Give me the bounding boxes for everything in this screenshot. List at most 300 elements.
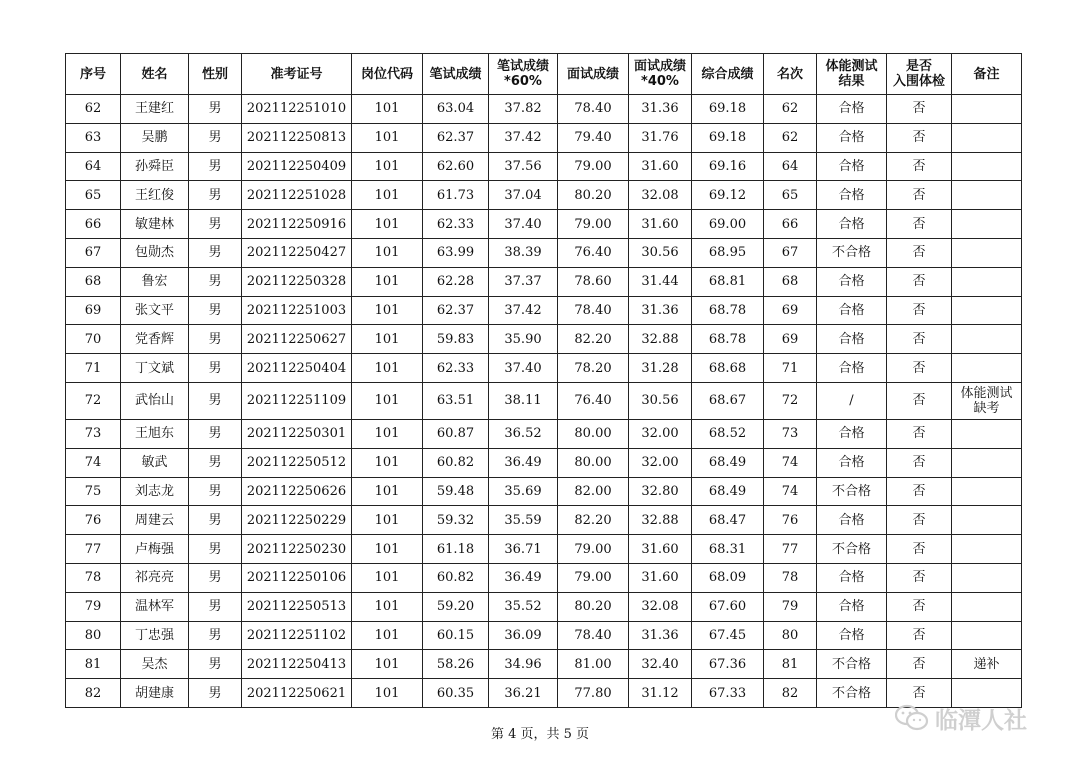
table-cell: 合格 (817, 267, 887, 296)
column-header: 序号 (66, 54, 121, 95)
column-header: 综合成绩 (692, 54, 764, 95)
header-row (66, 54, 1022, 95)
table-row (66, 535, 1022, 564)
table-cell: 71 (764, 354, 817, 383)
table-cell: 男 (189, 152, 242, 181)
table-cell: 68.81 (692, 267, 764, 296)
table-cell: 74 (66, 448, 121, 477)
table-cell: 80 (764, 621, 817, 650)
table-cell: 62.60 (423, 152, 489, 181)
page-footer: 第 4 页，共 5 页 (490, 727, 590, 742)
table-cell: 37.42 (489, 296, 558, 325)
table-cell: 202112251003 (242, 296, 352, 325)
table-cell: 202112251102 (242, 621, 352, 650)
table-cell: 合格 (817, 181, 887, 210)
table-cell: 59.48 (423, 477, 489, 506)
table-cell: 鲁宏 (121, 267, 189, 296)
table-cell: 男 (189, 448, 242, 477)
table-cell (952, 296, 1022, 325)
table-cell: 76 (764, 506, 817, 535)
watermark (895, 698, 1055, 738)
table-cell: 68.49 (692, 477, 764, 506)
table-cell: 202112250404 (242, 354, 352, 383)
table-cell: 否 (887, 592, 952, 621)
column-header: 岗位代码 (352, 54, 423, 95)
table-cell: 男 (189, 563, 242, 592)
table-cell: 77 (66, 535, 121, 564)
table-cell: 否 (887, 325, 952, 354)
column-header: 性别 (189, 54, 242, 95)
table-cell: 73 (66, 419, 121, 448)
watermark-text: 临潭人社 (935, 707, 1027, 734)
table-cell: 男 (189, 354, 242, 383)
table-cell: 36.52 (489, 419, 558, 448)
table-cell: 62.33 (423, 354, 489, 383)
table-cell: 张文平 (121, 296, 189, 325)
table-cell: 男 (189, 181, 242, 210)
table-cell: 31.60 (629, 535, 692, 564)
table-cell: 卢梅强 (121, 535, 189, 564)
table-cell: 否 (887, 650, 952, 679)
table-cell: 31.12 (629, 679, 692, 708)
table-cell (952, 563, 1022, 592)
table-cell: 68.67 (692, 382, 764, 419)
table-cell: 敏武 (121, 448, 189, 477)
table-cell: 否 (887, 95, 952, 124)
table-cell: 202112250328 (242, 267, 352, 296)
table-cell: 合格 (817, 95, 887, 124)
table-cell: 合格 (817, 354, 887, 383)
table-cell: 69.00 (692, 210, 764, 239)
table-cell: 202112250409 (242, 152, 352, 181)
table-cell: 31.44 (629, 267, 692, 296)
table-row (66, 592, 1022, 621)
table-cell: 31.36 (629, 95, 692, 124)
table-cell: 58.26 (423, 650, 489, 679)
table-cell: 101 (352, 535, 423, 564)
table-cell: 合格 (817, 448, 887, 477)
column-header: 面试成绩 (558, 54, 629, 95)
table-cell: 否 (887, 354, 952, 383)
table-cell: 78.60 (558, 267, 629, 296)
table-cell: 否 (887, 267, 952, 296)
table-cell: 否 (887, 679, 952, 708)
table-cell (952, 477, 1022, 506)
table-cell: 丁忠强 (121, 621, 189, 650)
table-cell: 62.28 (423, 267, 489, 296)
table-cell: 76.40 (558, 238, 629, 267)
table-cell: 男 (189, 592, 242, 621)
table-cell: 男 (189, 621, 242, 650)
table-cell: 82 (66, 679, 121, 708)
table-cell: 36.09 (489, 621, 558, 650)
table-cell (952, 238, 1022, 267)
table-cell: 否 (887, 238, 952, 267)
table-row (66, 267, 1022, 296)
table-cell: 男 (189, 535, 242, 564)
table-cell: 36.49 (489, 448, 558, 477)
table-cell: 60.35 (423, 679, 489, 708)
table-cell: 80.20 (558, 181, 629, 210)
table-cell: 否 (887, 621, 952, 650)
table-cell: 202112251028 (242, 181, 352, 210)
table-cell: 32.88 (629, 506, 692, 535)
column-header: 是否 入围体检 (887, 54, 952, 95)
table-cell: 递补 (952, 650, 1022, 679)
table-cell: 101 (352, 592, 423, 621)
table-cell: 78 (764, 563, 817, 592)
table-cell: 34.96 (489, 650, 558, 679)
table-cell: 101 (352, 123, 423, 152)
table-cell: 36.49 (489, 563, 558, 592)
table-cell: 79.40 (558, 123, 629, 152)
table-cell (952, 448, 1022, 477)
table-cell: 79 (66, 592, 121, 621)
table-cell: 61.18 (423, 535, 489, 564)
table-cell: 101 (352, 382, 423, 419)
table-row (66, 296, 1022, 325)
table-cell: 69.12 (692, 181, 764, 210)
table-cell: 65 (66, 181, 121, 210)
table-cell: 合格 (817, 563, 887, 592)
table-cell: 刘志龙 (121, 477, 189, 506)
table-cell: 男 (189, 296, 242, 325)
table-cell: 合格 (817, 210, 887, 239)
table-cell (952, 354, 1022, 383)
table-cell: 76.40 (558, 382, 629, 419)
table-cell: 101 (352, 506, 423, 535)
table-cell: 101 (352, 296, 423, 325)
table-cell: 男 (189, 267, 242, 296)
table-cell: 否 (887, 382, 952, 419)
table-cell: 男 (189, 123, 242, 152)
table-cell: 101 (352, 448, 423, 477)
table-cell (952, 181, 1022, 210)
table-cell: 69 (764, 296, 817, 325)
table-cell: 67.45 (692, 621, 764, 650)
table-cell: 男 (189, 382, 242, 419)
table-cell: 不合格 (817, 679, 887, 708)
table-cell: 61.73 (423, 181, 489, 210)
table-cell (952, 325, 1022, 354)
table-cell (952, 152, 1022, 181)
table-cell: 66 (66, 210, 121, 239)
table-cell: 包勋杰 (121, 238, 189, 267)
table-cell: 82.20 (558, 506, 629, 535)
table-cell: 65 (764, 181, 817, 210)
table-cell: 35.52 (489, 592, 558, 621)
table-cell: 王建红 (121, 95, 189, 124)
table-cell: 68 (764, 267, 817, 296)
table-cell: 男 (189, 477, 242, 506)
table-cell: 周建云 (121, 506, 189, 535)
table-cell: 体能测试 缺考 (952, 382, 1022, 419)
table-cell: 62.33 (423, 210, 489, 239)
table-cell: 否 (887, 477, 952, 506)
table-cell: 68.49 (692, 448, 764, 477)
table-cell: 36.71 (489, 535, 558, 564)
table-cell: 67.36 (692, 650, 764, 679)
table-cell: 否 (887, 506, 952, 535)
table-cell: 不合格 (817, 238, 887, 267)
table-cell: 72 (66, 382, 121, 419)
table-cell: 合格 (817, 419, 887, 448)
table-cell: 37.40 (489, 210, 558, 239)
table-cell: 101 (352, 679, 423, 708)
table-cell: 63.51 (423, 382, 489, 419)
table-row (66, 354, 1022, 383)
table-cell (952, 267, 1022, 296)
table-cell: 101 (352, 181, 423, 210)
table-cell: 101 (352, 354, 423, 383)
table-cell: 32.00 (629, 419, 692, 448)
table-row (66, 238, 1022, 267)
table-cell: 74 (764, 477, 817, 506)
table-cell: 敏建林 (121, 210, 189, 239)
table-cell: 合格 (817, 621, 887, 650)
table-cell: 202112250621 (242, 679, 352, 708)
table-cell: 武怡山 (121, 382, 189, 419)
table-cell: 80.20 (558, 592, 629, 621)
table-cell: 59.32 (423, 506, 489, 535)
table-cell (952, 95, 1022, 124)
table-cell: 202112250230 (242, 535, 352, 564)
table-cell: 30.56 (629, 382, 692, 419)
table-cell: 62 (66, 95, 121, 124)
table-cell: 78.20 (558, 354, 629, 383)
table-cell: 68.78 (692, 296, 764, 325)
table-cell (952, 210, 1022, 239)
table-cell: 202112250513 (242, 592, 352, 621)
table-cell: 79.00 (558, 152, 629, 181)
table-cell: 101 (352, 325, 423, 354)
table-cell: 60.82 (423, 563, 489, 592)
table-cell: 69 (764, 325, 817, 354)
table-cell: 67 (764, 238, 817, 267)
table-cell: 否 (887, 563, 952, 592)
table-cell: 37.56 (489, 152, 558, 181)
table-cell: 合格 (817, 325, 887, 354)
table-cell: 否 (887, 296, 952, 325)
table-cell: 101 (352, 95, 423, 124)
table-cell: 丁文斌 (121, 354, 189, 383)
table-cell: / (817, 382, 887, 419)
table-cell: 62.37 (423, 296, 489, 325)
table-cell: 31.60 (629, 563, 692, 592)
table-cell: 63.99 (423, 238, 489, 267)
table-cell: 38.39 (489, 238, 558, 267)
table-cell: 男 (189, 679, 242, 708)
table-cell: 64 (66, 152, 121, 181)
table-cell: 合格 (817, 296, 887, 325)
table-cell: 202112250427 (242, 238, 352, 267)
wechat-icon (895, 704, 929, 732)
table-cell: 69.18 (692, 123, 764, 152)
table-cell: 82.00 (558, 477, 629, 506)
table-cell: 202112250627 (242, 325, 352, 354)
table-cell: 不合格 (817, 650, 887, 679)
table-cell: 76 (66, 506, 121, 535)
table-cell: 69 (66, 296, 121, 325)
table-cell: 78.40 (558, 621, 629, 650)
table-cell: 否 (887, 123, 952, 152)
table-cell: 31.60 (629, 210, 692, 239)
table-cell: 82.20 (558, 325, 629, 354)
table-cell: 62.37 (423, 123, 489, 152)
table-cell: 37.82 (489, 95, 558, 124)
table-cell (952, 419, 1022, 448)
table-cell: 32.08 (629, 181, 692, 210)
table-cell: 68.68 (692, 354, 764, 383)
table-cell: 37.40 (489, 354, 558, 383)
table-cell: 32.40 (629, 650, 692, 679)
table-cell: 60.87 (423, 419, 489, 448)
table-row (66, 621, 1022, 650)
table-cell: 36.21 (489, 679, 558, 708)
table-cell: 否 (887, 535, 952, 564)
table-cell: 男 (189, 325, 242, 354)
table-row (66, 382, 1022, 419)
table-cell: 吴杰 (121, 650, 189, 679)
table-cell: 37.42 (489, 123, 558, 152)
table-cell: 32.88 (629, 325, 692, 354)
table-cell: 32.08 (629, 592, 692, 621)
table-cell: 64 (764, 152, 817, 181)
table-cell: 202112250916 (242, 210, 352, 239)
table-cell: 王旭东 (121, 419, 189, 448)
table-cell: 78.40 (558, 296, 629, 325)
table-cell: 31.36 (629, 296, 692, 325)
table-cell: 78 (66, 563, 121, 592)
column-header: 名次 (764, 54, 817, 95)
table-cell: 101 (352, 210, 423, 239)
table-cell: 王红俊 (121, 181, 189, 210)
table-cell: 温林军 (121, 592, 189, 621)
table-cell: 68.47 (692, 506, 764, 535)
table-cell: 80.00 (558, 419, 629, 448)
table-cell: 35.59 (489, 506, 558, 535)
table-cell: 吴鹏 (121, 123, 189, 152)
table-cell: 81 (66, 650, 121, 679)
table-cell: 不合格 (817, 477, 887, 506)
table-cell: 79.00 (558, 210, 629, 239)
table-cell: 101 (352, 477, 423, 506)
table-cell: 35.69 (489, 477, 558, 506)
table-cell: 62 (764, 123, 817, 152)
table-row (66, 679, 1022, 708)
table-cell: 59.83 (423, 325, 489, 354)
table-row (66, 506, 1022, 535)
column-header: 笔试成绩 *60% (489, 54, 558, 95)
table-row (66, 152, 1022, 181)
table-cell: 30.56 (629, 238, 692, 267)
table-cell: 合格 (817, 123, 887, 152)
table-cell: 祁亮亮 (121, 563, 189, 592)
table-cell: 68.95 (692, 238, 764, 267)
column-header: 备注 (952, 54, 1022, 95)
table-cell (952, 592, 1022, 621)
table-cell: 74 (764, 448, 817, 477)
table-cell: 202112251010 (242, 95, 352, 124)
table-cell: 31.76 (629, 123, 692, 152)
table-cell: 80.00 (558, 448, 629, 477)
table-cell: 81 (764, 650, 817, 679)
table-cell: 62 (764, 95, 817, 124)
table-cell: 101 (352, 621, 423, 650)
table-cell: 60.15 (423, 621, 489, 650)
table-cell: 32.80 (629, 477, 692, 506)
table-cell: 否 (887, 448, 952, 477)
table-cell: 合格 (817, 592, 887, 621)
table-cell: 68 (66, 267, 121, 296)
table-cell: 66 (764, 210, 817, 239)
table-cell: 63 (66, 123, 121, 152)
table-cell: 202112250413 (242, 650, 352, 679)
table-cell: 男 (189, 238, 242, 267)
table-cell: 男 (189, 506, 242, 535)
table-cell: 37.37 (489, 267, 558, 296)
table-cell: 78.40 (558, 95, 629, 124)
table-cell: 101 (352, 563, 423, 592)
table-cell: 202112250626 (242, 477, 352, 506)
table-cell: 67 (66, 238, 121, 267)
table-cell (952, 123, 1022, 152)
table-cell: 合格 (817, 152, 887, 181)
table-row (66, 477, 1022, 506)
table-row (66, 563, 1022, 592)
table-cell: 101 (352, 238, 423, 267)
table-cell: 男 (189, 210, 242, 239)
table-cell: 68.31 (692, 535, 764, 564)
table-cell: 男 (189, 419, 242, 448)
table-cell: 孙舜臣 (121, 152, 189, 181)
table-cell: 32.00 (629, 448, 692, 477)
table-cell: 75 (66, 477, 121, 506)
table-cell: 31.28 (629, 354, 692, 383)
table-cell: 202112250106 (242, 563, 352, 592)
table-cell: 男 (189, 95, 242, 124)
table-cell: 60.82 (423, 448, 489, 477)
table-cell: 胡建康 (121, 679, 189, 708)
table-cell: 202112250301 (242, 419, 352, 448)
table-cell: 否 (887, 210, 952, 239)
column-header: 笔试成绩 (423, 54, 489, 95)
table-cell: 101 (352, 419, 423, 448)
table-cell: 否 (887, 181, 952, 210)
table-cell: 202112250229 (242, 506, 352, 535)
table-cell: 党香辉 (121, 325, 189, 354)
table-row (66, 210, 1022, 239)
table-cell: 否 (887, 152, 952, 181)
table-cell: 合格 (817, 506, 887, 535)
table-row (66, 419, 1022, 448)
table-cell: 35.90 (489, 325, 558, 354)
table-cell (952, 506, 1022, 535)
table-cell: 67.60 (692, 592, 764, 621)
table-cell: 69.18 (692, 95, 764, 124)
table-cell: 63.04 (423, 95, 489, 124)
table-cell: 101 (352, 152, 423, 181)
table-cell: 69.16 (692, 152, 764, 181)
table-cell (952, 621, 1022, 650)
table-cell: 82 (764, 679, 817, 708)
table-row (66, 123, 1022, 152)
column-header: 姓名 (121, 54, 189, 95)
table-row (66, 181, 1022, 210)
table-cell: 73 (764, 419, 817, 448)
table-cell: 31.36 (629, 621, 692, 650)
table-row (66, 95, 1022, 124)
